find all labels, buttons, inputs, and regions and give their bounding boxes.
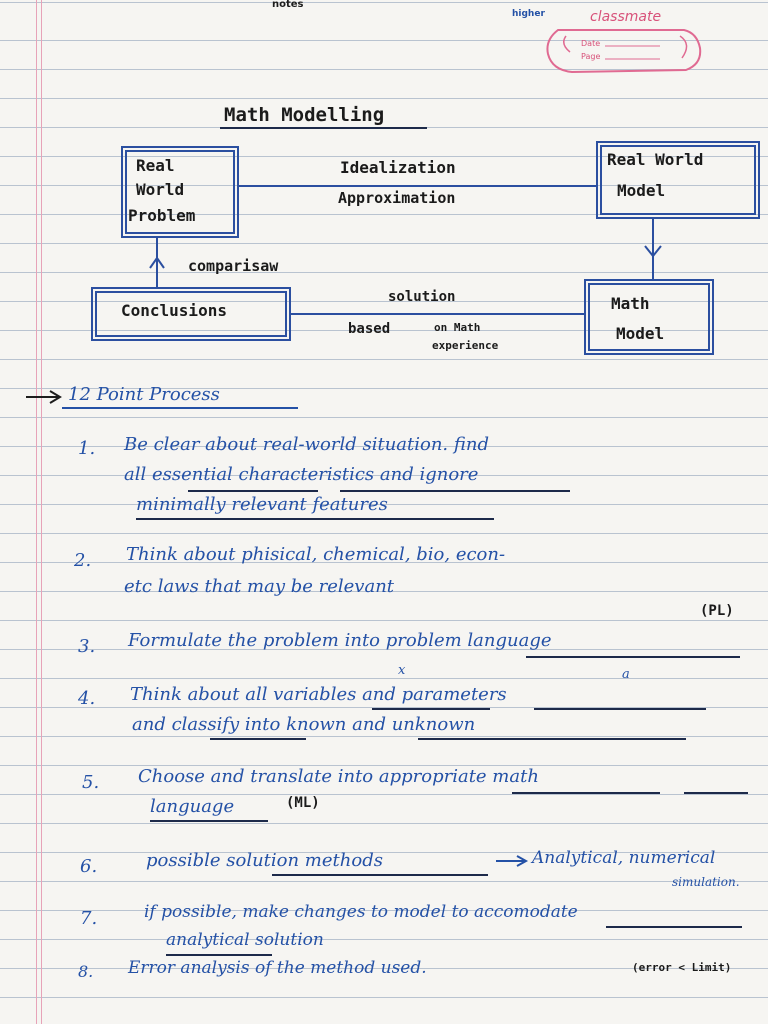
step-line: Be clear about real-world situation. find: [124, 434, 490, 455]
step-note: (PL): [700, 603, 734, 619]
step-number: 8.: [78, 962, 94, 981]
based-label: based: [348, 321, 391, 337]
step-note: (error < Limit): [632, 961, 732, 974]
section-heading: 12 Point Process: [68, 384, 220, 405]
underline: [340, 490, 570, 492]
underline: [150, 820, 268, 822]
date-label: Date: [581, 39, 601, 48]
underline: [272, 874, 488, 876]
step-line: analytical solution: [166, 930, 324, 950]
underline: [526, 656, 740, 658]
step-line: Choose and translate into appropriate math: [138, 766, 539, 787]
page-label: Page: [581, 52, 601, 61]
experience-label: experience: [432, 339, 499, 352]
step-number: 7.: [80, 908, 98, 929]
underline: [188, 490, 318, 492]
step-mark: a: [622, 667, 630, 682]
header-scribble-left: notes: [272, 0, 304, 10]
brand-name: classmate: [590, 9, 662, 25]
section-heading-underline: [62, 407, 298, 409]
real-world-problem-line1: Real: [136, 156, 175, 175]
step-number: 4.: [78, 688, 96, 709]
math-model-line1: Math: [611, 294, 650, 313]
real-world-model-line2: Model: [617, 181, 666, 200]
step-line: etc laws that may be relevant: [124, 576, 395, 597]
step-line: Formulate the problem into problem language: [128, 630, 552, 651]
header-scribble-right: higher: [512, 9, 545, 19]
step-note: (ML): [286, 795, 320, 811]
underline: [210, 738, 306, 740]
title-underline: [220, 127, 427, 129]
real-world-model-line1: Real World: [607, 150, 704, 169]
underline: [418, 738, 686, 740]
step-line: all essential characteristics and ignore: [124, 464, 479, 485]
step-number: 3.: [78, 636, 96, 657]
step-number: 2.: [74, 550, 92, 571]
step-number: 1.: [78, 438, 96, 459]
step-mark: x: [398, 663, 406, 678]
underline: [166, 954, 272, 956]
step-line: minimally relevant features: [136, 494, 388, 515]
real-world-problem-line2: World: [136, 180, 185, 199]
underline: [372, 708, 490, 710]
margin-line: [41, 0, 42, 1024]
underline: [136, 518, 494, 520]
on-math-label: on Math: [434, 321, 481, 334]
step-number: 6.: [80, 856, 98, 877]
step-line: Analytical, numerical: [532, 848, 716, 868]
underline: [534, 708, 706, 710]
step-line: possible solution methods: [146, 850, 383, 871]
step-line: Error analysis of the method used.: [128, 958, 427, 978]
real-world-problem-line3: Problem: [128, 206, 196, 225]
step-line: simulation.: [672, 875, 740, 889]
underline: [684, 792, 748, 794]
comparison-label: comparisaw: [188, 257, 279, 275]
margin-line: [36, 0, 37, 1024]
idealization-label: Idealization: [340, 158, 456, 177]
conclusions-label: Conclusions: [121, 301, 227, 320]
step-line: Think about phisical, chemical, bio, econ-: [126, 544, 506, 565]
step-line: if possible, make changes to model to accomodate: [144, 902, 578, 922]
approximation-label: Approximation: [338, 189, 456, 207]
underline: [606, 926, 742, 928]
page-title: Math Modelling: [224, 104, 385, 126]
solution-label: solution: [388, 289, 456, 305]
step-line: Think about all variables and parameters: [130, 684, 507, 705]
underline: [512, 792, 660, 794]
step-number: 5.: [82, 772, 100, 793]
math-model-line2: Model: [616, 324, 665, 343]
step-line: language: [150, 796, 235, 817]
step-line: and classify into known and unknown: [132, 714, 476, 735]
